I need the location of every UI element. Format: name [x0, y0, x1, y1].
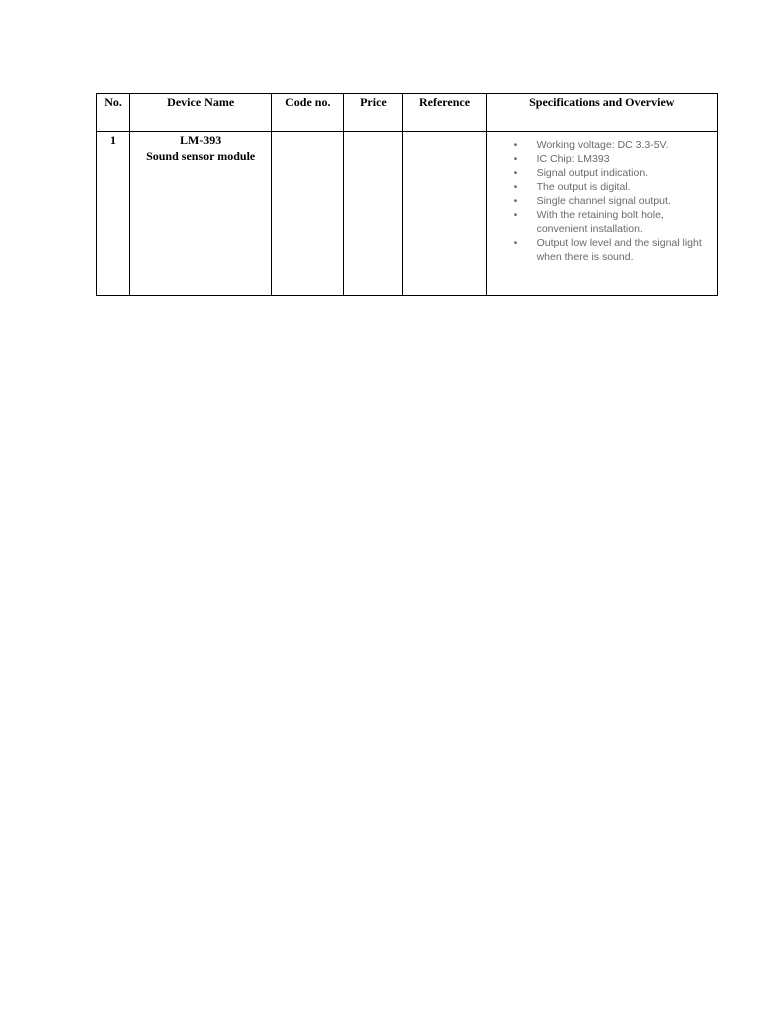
device-spec-table	[96, 93, 718, 296]
cell-specifications	[486, 132, 717, 296]
header-price: Price	[344, 94, 403, 132]
cell-code-no	[272, 132, 344, 296]
header-specifications: Specifications and Overview	[486, 94, 717, 132]
header-reference: Reference	[403, 94, 486, 132]
device-model: LM-393	[179, 133, 222, 147]
table-header-row	[97, 94, 718, 132]
spec-item: • With the retaining bolt hole, convenient installation.	[487, 208, 717, 236]
spec-item: • Working voltage: DC 3.3-5V.	[487, 138, 717, 152]
cell-no	[97, 132, 130, 296]
spec-item: • Single channel signal output.	[487, 194, 717, 208]
spec-item: • Output low level and the signal light when there is sound.	[487, 236, 717, 264]
header-no: No.	[97, 94, 130, 132]
spec-item: • IC Chip: LM393	[487, 152, 717, 166]
spec-item: • Signal output indication.	[487, 166, 717, 180]
header-code-no: Code no.	[272, 94, 344, 132]
header-device-name: Device Name	[130, 94, 272, 132]
cell-reference	[403, 132, 486, 296]
spec-item: • The output is digital.	[487, 180, 717, 194]
cell-price	[344, 132, 403, 296]
cell-device-name	[130, 132, 272, 296]
spec-list	[487, 132, 717, 264]
row-number: 1	[110, 133, 117, 147]
table-row	[97, 132, 718, 296]
device-description: Sound sensor module	[146, 149, 256, 163]
